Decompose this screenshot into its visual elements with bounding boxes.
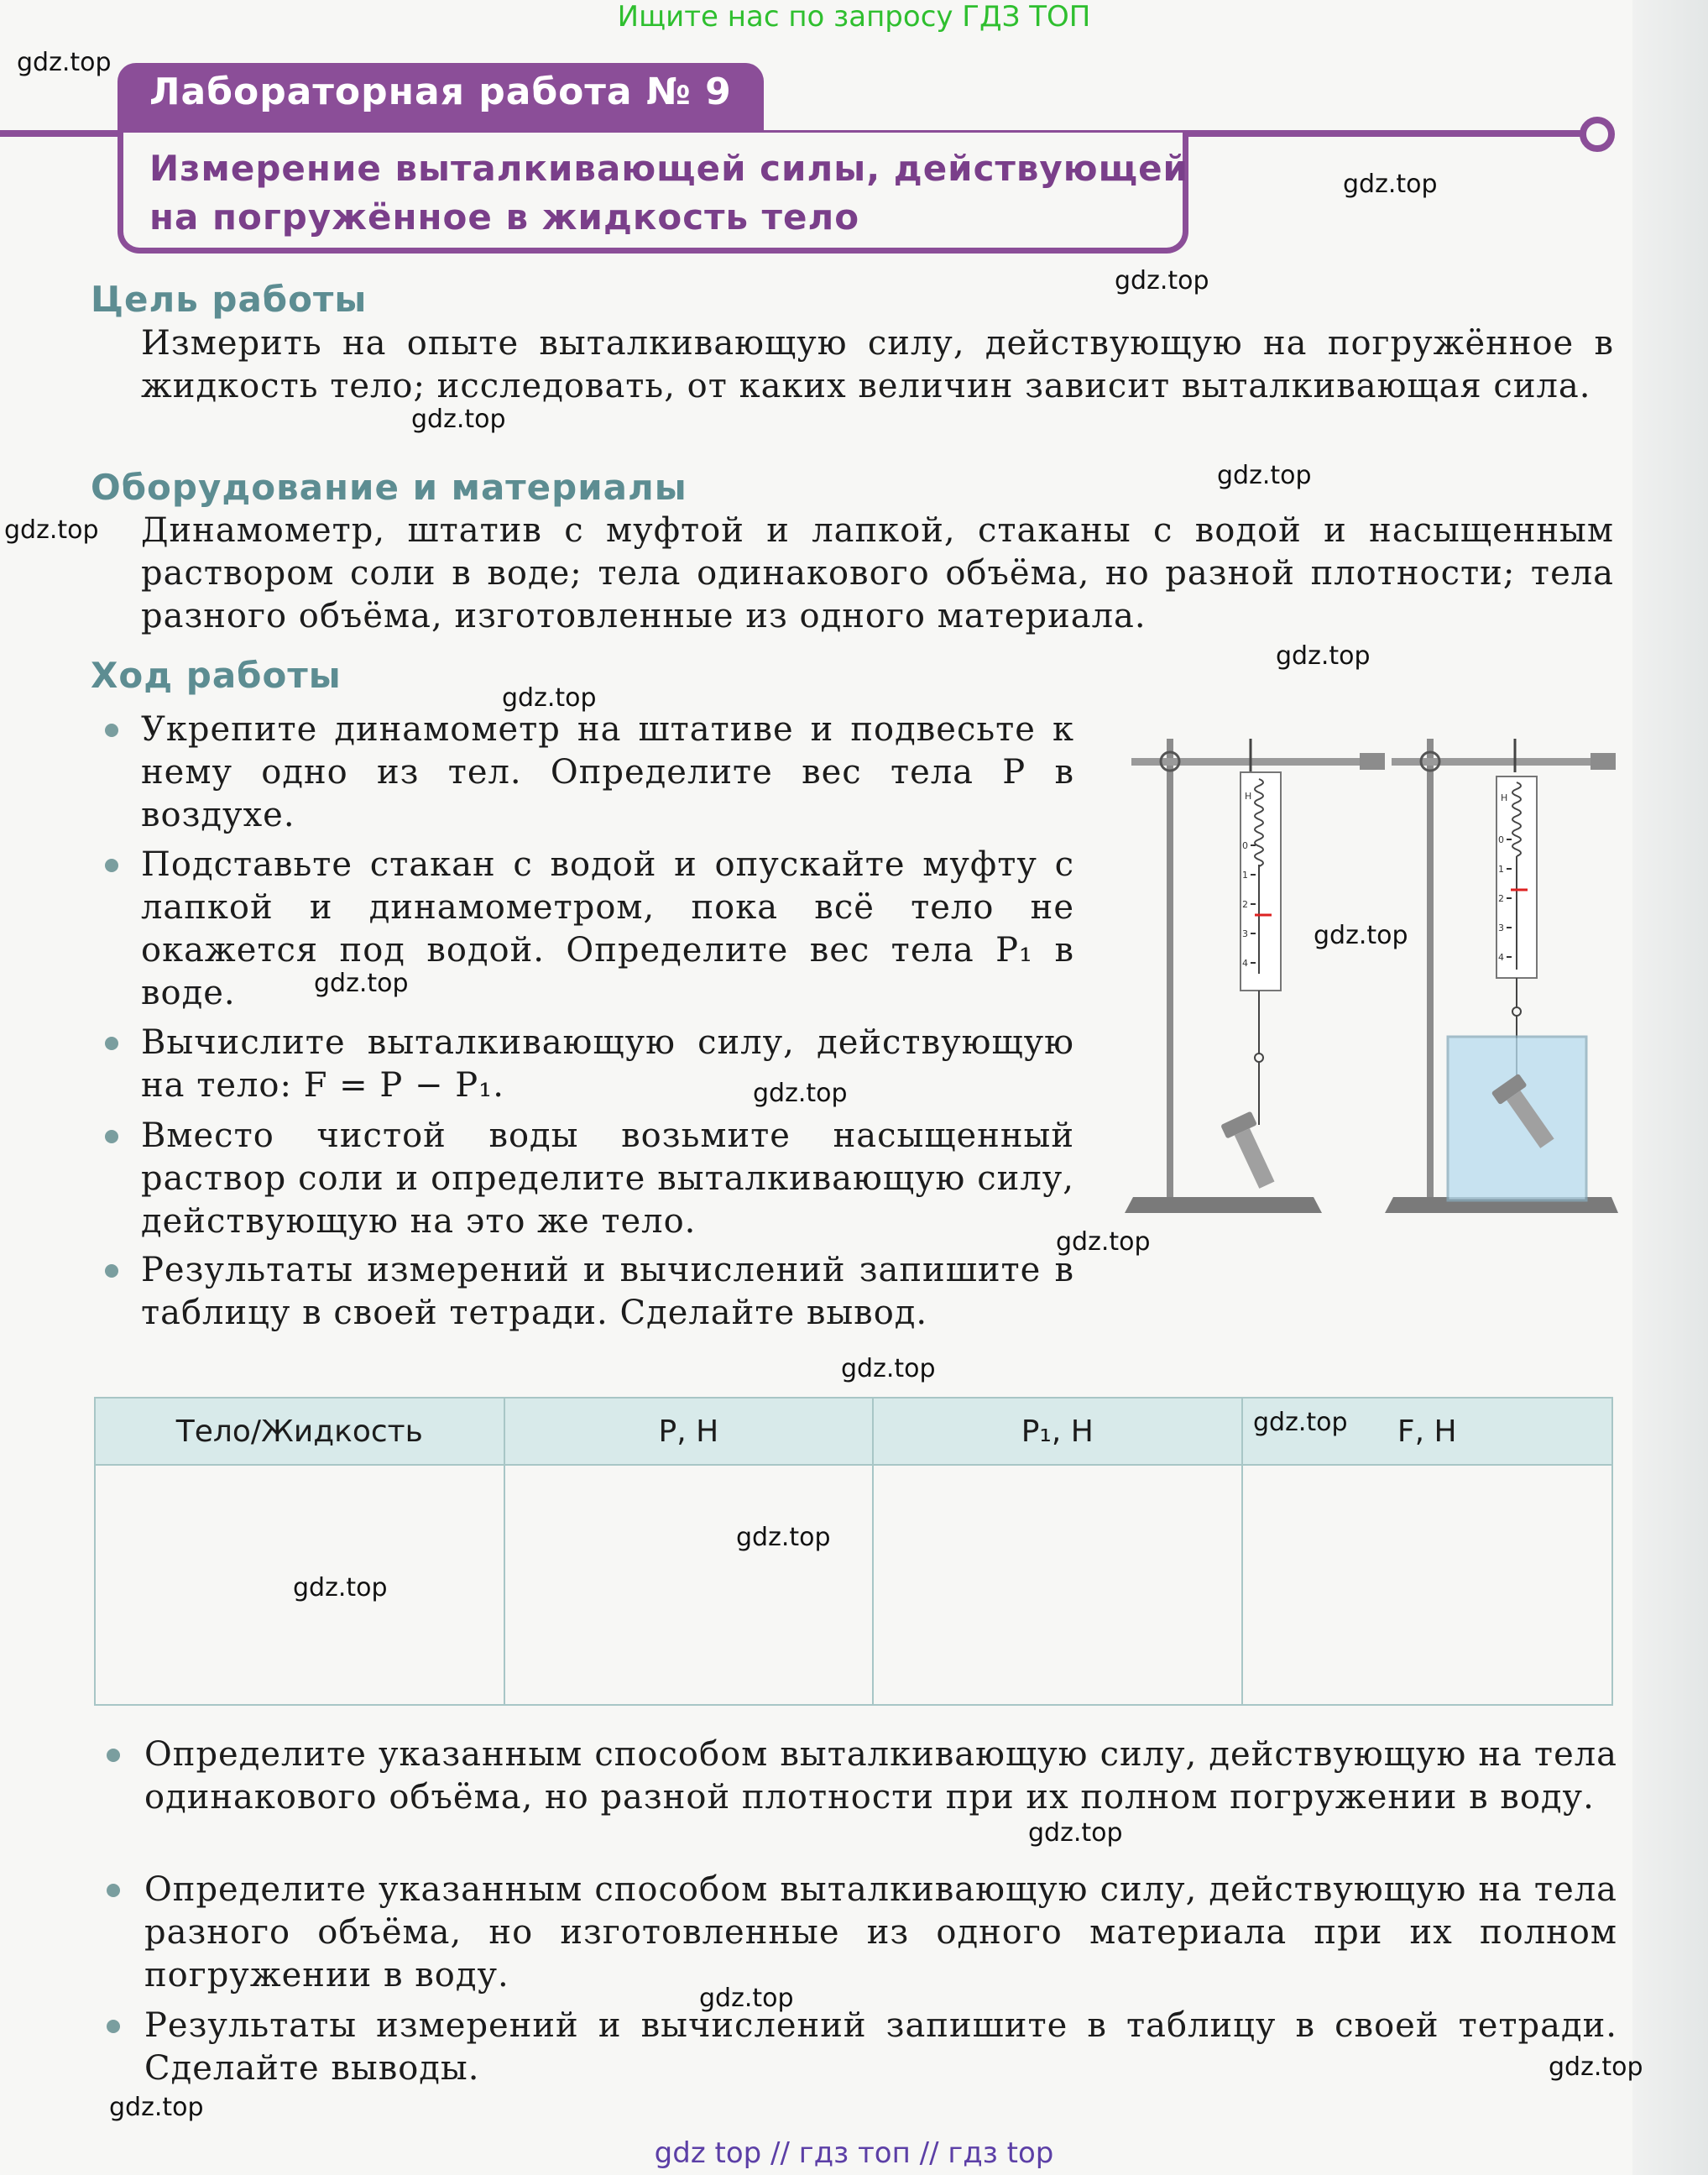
bullet-6-dot	[107, 1749, 120, 1762]
watermark: gdz.top	[753, 1079, 848, 1108]
watermark: gdz.top	[17, 48, 112, 77]
watermark: gdz.top	[1253, 1408, 1348, 1437]
dynamometer-right	[1448, 739, 1586, 1200]
scale-tick-right-4: 4	[1498, 952, 1504, 963]
table-header-body-liquid: Тело/Жидкость	[95, 1398, 504, 1465]
procedure-heading: Ход работы	[91, 655, 342, 696]
bullet-5-dot	[105, 1264, 118, 1278]
watermark: gdz.top	[411, 405, 506, 434]
dynamometer-left	[1220, 739, 1282, 1192]
scale-tick-left-3: 3	[1242, 928, 1248, 939]
lab-subtitle-line-1: Измерение выталкивающей силы, действующей	[149, 148, 1188, 189]
watermark: gdz.top	[1217, 461, 1312, 490]
bullet-7-dot	[107, 1884, 120, 1897]
header-rule-circle	[1580, 117, 1615, 152]
bullet-4-dot	[105, 1130, 118, 1143]
watermark: gdz.top	[1028, 1818, 1123, 1848]
lab-subtitle	[149, 144, 1188, 242]
scale-tick-left-2: 2	[1242, 899, 1248, 910]
bullet-8-dot	[107, 2020, 120, 2033]
watermark: gdz.top	[502, 683, 597, 713]
goal-heading: Цель работы	[91, 279, 368, 320]
bullet-3-dot	[105, 1037, 118, 1050]
watermark: gdz.top	[1276, 641, 1371, 671]
watermark: gdz.top	[1056, 1227, 1151, 1257]
top-banner[interactable]: Ищите нас по запросу ГДЗ ТОП	[617, 0, 1091, 34]
lab-title: Лабораторная работа № 9	[149, 71, 732, 113]
page-edge	[1632, 0, 1708, 2175]
bullet-2-dot	[105, 859, 118, 872]
watermark: gdz.top	[1549, 2052, 1643, 2082]
watermark: gdz.top	[1343, 170, 1438, 199]
watermark: gdz.top	[699, 1984, 794, 2013]
table-header-row	[95, 1398, 1612, 1465]
scale-unit-left: Н	[1245, 791, 1252, 802]
equipment-heading: Оборудование и материалы	[91, 467, 687, 508]
scale-tick-left-1: 1	[1242, 870, 1248, 881]
scale-tick-left-4: 4	[1242, 958, 1248, 969]
procedure-step-1: Укрепите динамометр на штативе и подвесьте к нему одно из тел. Определите вес тела P в воздухе.	[141, 710, 1074, 834]
scale-tick-left-0: 0	[1242, 840, 1248, 851]
watermark: gdz.top	[1115, 266, 1209, 295]
scale-tick-right-3: 3	[1498, 923, 1504, 933]
scale-unit-right: Н	[1501, 792, 1508, 803]
dynamometer-figure	[1116, 730, 1620, 1226]
footer-links[interactable]: gdz top // гдз топ // гдз top	[654, 2136, 1054, 2170]
procedure-step-2: Подставьте стакан с водой и опускайте муфту с лапкой и динамометром, пока всё тело не окажется под водой. Определите вес тела P₁ в воде.	[141, 845, 1074, 1012]
after-table-step-1: Определите указанным способом выталкивающую силу, действующую на тела одинакового объёма, но разной плотности при их полном погружении в воду.	[144, 1735, 1617, 1817]
watermark: gdz.top	[736, 1523, 831, 1552]
procedure-step-4: Вместо чистой воды возьмите насыщенный раствор соли и определите выталкивающую силу, действующую на это же тело.	[141, 1116, 1074, 1241]
after-table-step-2: Определите указанным способом выталкивающую силу, действующую на тела разного объёма, но изготовленные из одного материала при их полном погружении в воду.	[144, 1870, 1617, 1995]
watermark: gdz.top	[4, 515, 99, 545]
table-cell	[1242, 1465, 1612, 1705]
watermark: gdz.top	[1314, 921, 1408, 950]
table-header-p1: P₁, Н	[873, 1398, 1241, 1465]
bullet-1-dot	[105, 724, 118, 737]
lab-subtitle-line-2: на погружённое в жидкость тело	[149, 196, 860, 238]
procedure-step-3: Вычислите выталкивающую силу, действующую на тело: F = P − P₁.	[141, 1023, 1074, 1105]
watermark: gdz.top	[293, 1573, 388, 1602]
table-header-f: F, Н	[1242, 1398, 1612, 1465]
watermark: gdz.top	[109, 2093, 204, 2122]
table-cell	[873, 1465, 1241, 1705]
scale-tick-right-2: 2	[1498, 893, 1504, 904]
table-header-p: P, Н	[504, 1398, 873, 1465]
table-cell	[504, 1465, 873, 1705]
results-table	[94, 1397, 1613, 1706]
scale-tick-right-0: 0	[1498, 834, 1504, 845]
procedure-step-5: Результаты измерений и вычислений запишите в таблицу в своей тетради. Сделайте вывод.	[141, 1251, 1074, 1332]
equipment-text: Динамометр, штатив с муфтой и лапкой, стаканы с водой и насыщенным раствором соли в воде; тела одинакового объёма, но разной плотности; тела разного объёма, изготовленные из одного материала.	[141, 511, 1614, 635]
scale-tick-right-1: 1	[1498, 864, 1504, 875]
watermark: gdz.top	[314, 969, 409, 998]
after-table-step-3: Результаты измерений и вычислений запишите в таблицу в своей тетради. Сделайте выводы.	[144, 2006, 1617, 2088]
watermark: gdz.top	[841, 1354, 936, 1383]
goal-text: Измерить на опыте выталкивающую силу, действующую на погружённое в жидкость тело; исследовать, от каких величин зависит выталкивающая сила.	[141, 324, 1614, 405]
